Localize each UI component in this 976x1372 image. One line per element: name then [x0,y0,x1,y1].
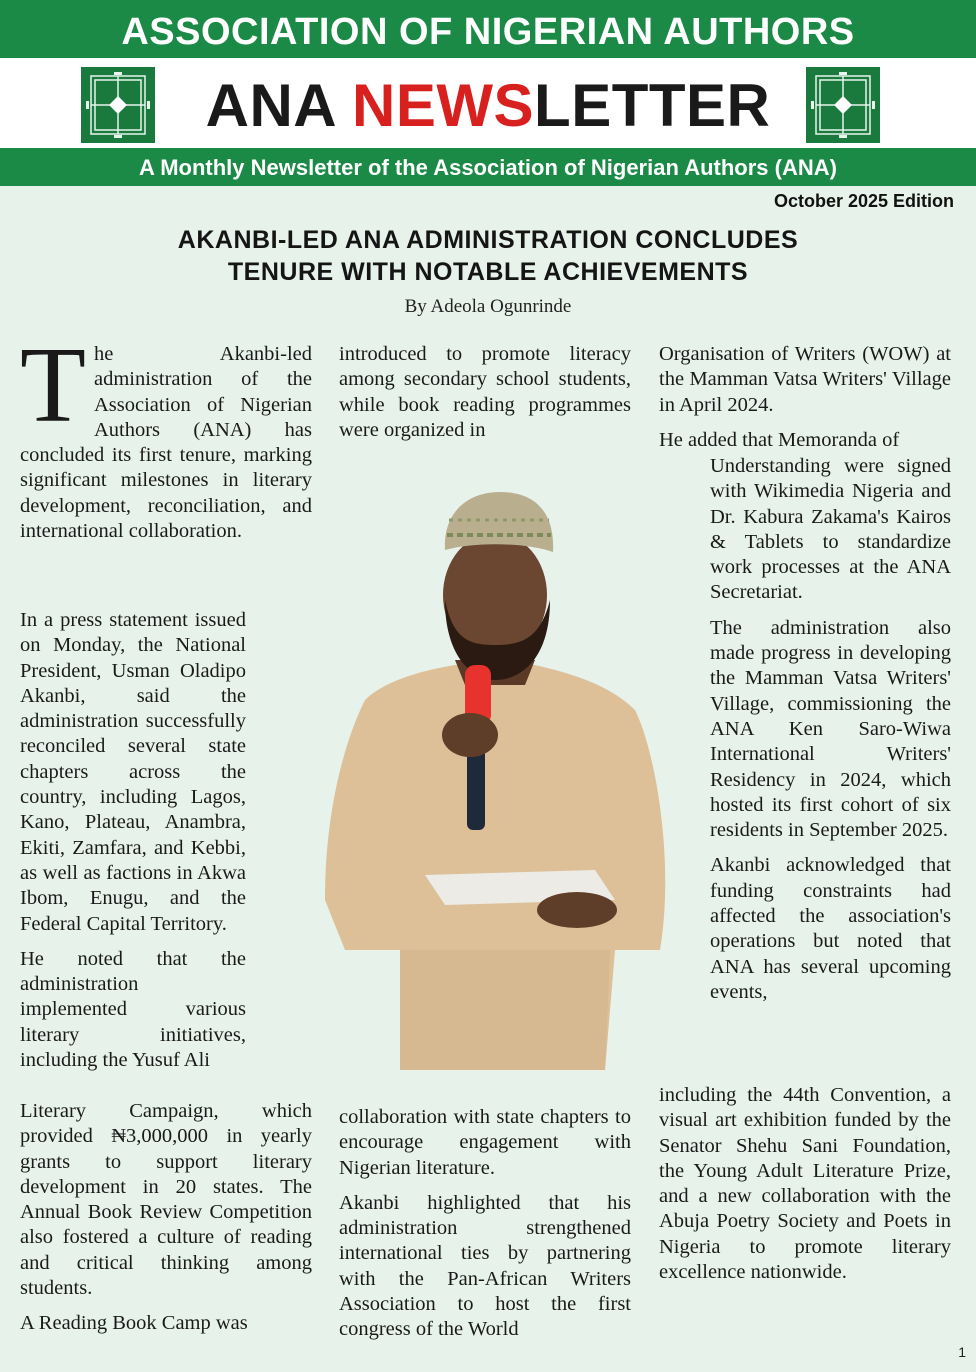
paragraph: He added that Memoranda of [659,428,900,451]
article-column-3-indented [710,454,951,1005]
paragraph: He noted that the administration implemented various literary initiatives, including the Yusuf Ali [20,947,246,1072]
speaker-photo-icon [305,480,680,1070]
paragraph: collaboration with state chapters to encourage engagement with Nigerian literature. [339,1106,631,1179]
drop-cap: T [20,326,86,445]
paragraph: The administration also made progress in developing the Mamman Vatsa Writers' Village, commissioning the ANA Ken Saro-Wiwa International Writers' Residency in 2024, which hosted its first cohort of six residents in September 2025. [710,616,951,842]
subtitle-banner [0,148,976,186]
paragraph: Literary Campaign, which provided ₦3,000,000 in yearly grants to support literary development in 20 states. The Annual Book Review Competition also fostered a culture of reading and critical thinking among students. [20,1100,312,1300]
newsletter-subtitle: A Monthly Newsletter of the Association of Nigerian Authors (ANA) [139,155,837,180]
paragraph: Organisation of Writers (WOW) at the Mamman Vatsa Writers' Village in April 2024. [659,343,951,416]
article-column-2 [339,342,631,453]
paragraph: introduced to promote literacy among secondary school students, while book reading programmes were organized in [339,343,631,441]
ana-emblem-icon [81,67,155,143]
article-headline: AKANBI-LED ANA ADMINISTRATION CONCLUDES TENURE WITH NOTABLE ACHIEVEMENTS [177,226,799,286]
article-column-3-bottom [659,1083,951,1295]
paragraph: including the 44th Convention, a visual art exhibition funded by the Senator Shehu Sani Foundation, the Young Adult Literature Prize, and a new collaboration with the Abuja Poetry Society and Poets in Nigeria to promote literary excellence nationwide. [659,1084,951,1284]
paragraph: In a press statement issued on Monday, the National President, Usman Oladipo Akanbi, said the administration successfully reconciled several state chapters across the country, including Lagos, Kano, Plateau, Anambra, Ekiti, Zamfara, and Kebbi, as well as factions in Akwa Ibom, Enugu, and the Federal Capital Territory. [20,609,246,935]
ana-emblem-icon [806,67,880,143]
article-column-2-bottom [339,1105,631,1353]
edition-label: October 2025 Edition [773,191,954,211]
article-byline: By Adeola Ogunrinde [404,296,572,317]
page-number: 1 [958,1344,966,1360]
paragraph: Akanbi highlighted that his administration strengthened international ties by partnering with the Pan-African Writers Association to host the first congress of the World [339,1191,631,1341]
paragraph: Understanding were signed with Wikimedia Nigeria and Dr. Kabura Zakama's Kairos & Tablets to standardize work processes at the ANA Secretariat. [710,455,951,604]
newsletter-title: ANA NEWSLETTER [205,72,771,139]
article-photo [305,480,680,1070]
article-column-1 [20,326,312,554]
article-column-3 [659,342,951,453]
organization-name: ASSOCIATION OF NIGERIAN AUTHORS [121,11,855,53]
paragraph: A Reading Book Camp was [20,1312,248,1335]
title-highlight: NEWS [352,72,535,139]
paragraph: The Akanbi-led administration of the Association of Nigerian Authors (ANA) has concluded its first tenure, marking significant milestones in literary development, reconciliation, and international collaboration. [20,326,312,543]
article-column-1-bottom [20,1099,312,1347]
article-column-1-wrap [20,608,246,1083]
masthead [0,60,976,148]
paragraph: Akanbi acknowledged that funding constraints had affected the association's operations but noted that ANA has several upcoming events, [710,854,951,1003]
organization-banner [0,0,976,60]
